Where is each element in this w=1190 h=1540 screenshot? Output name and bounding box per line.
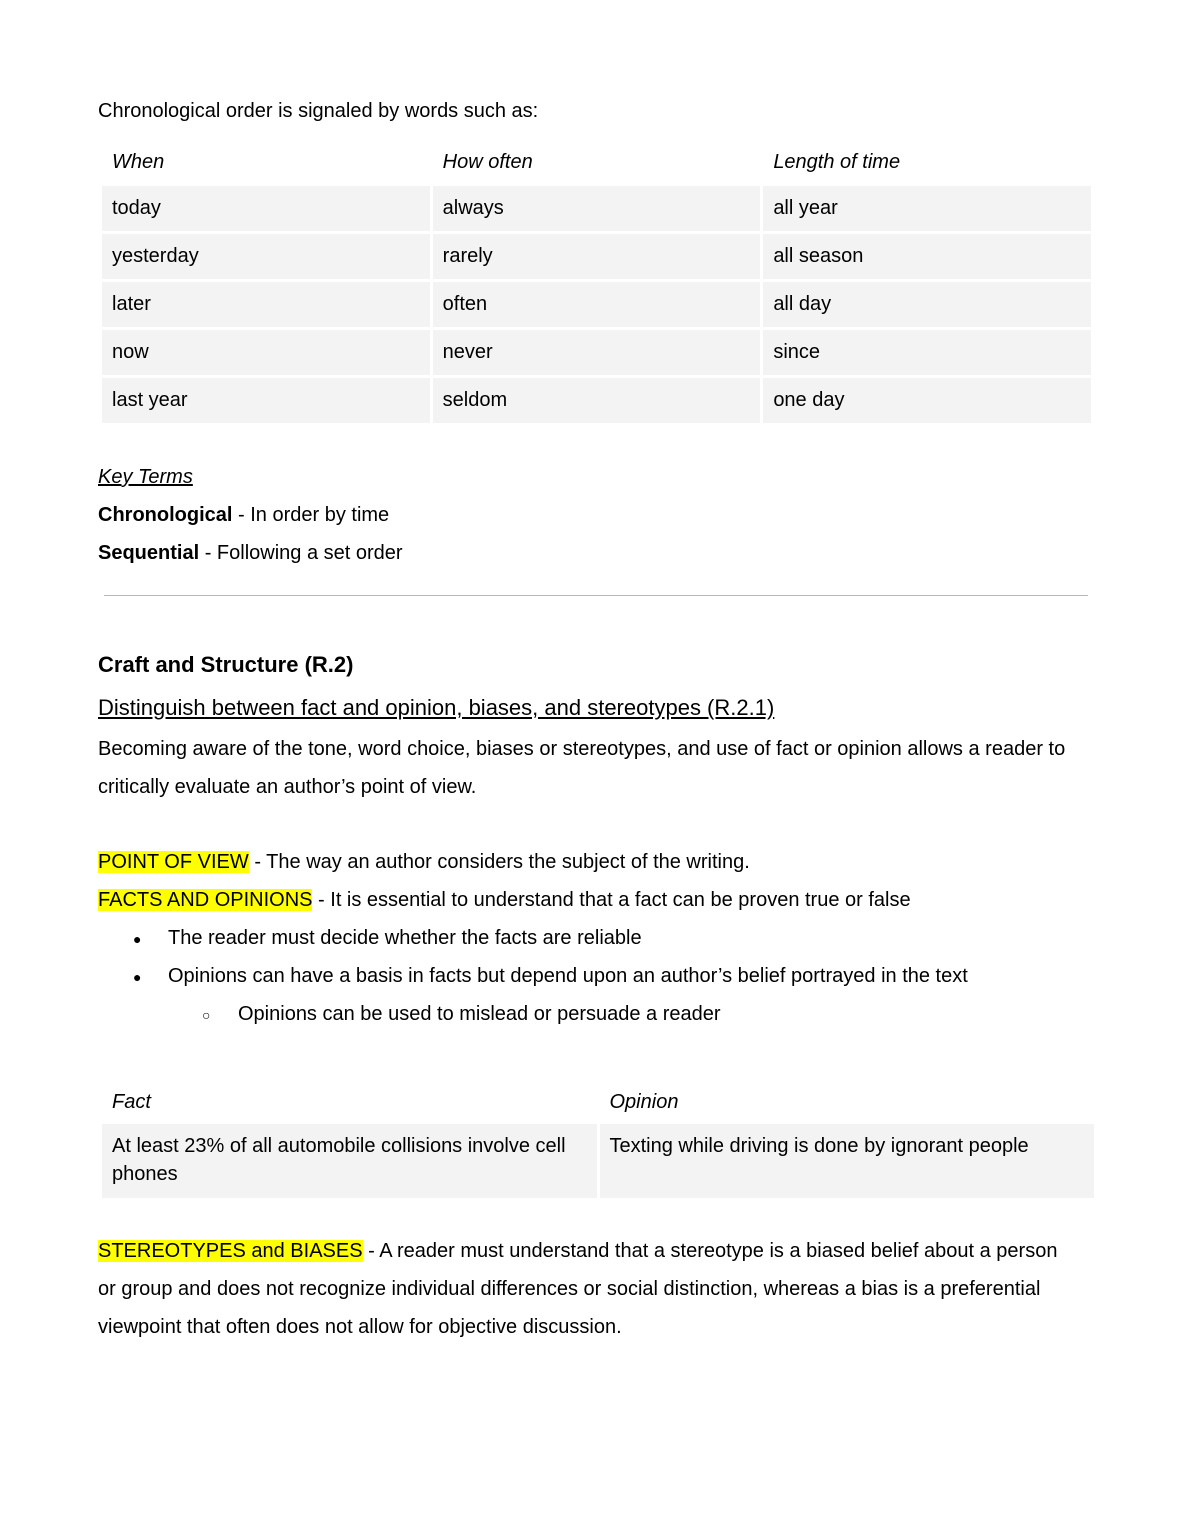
term-label: Sequential — [98, 542, 200, 564]
table-row — [102, 186, 1091, 231]
table-cell: now — [102, 330, 430, 375]
stereotypes-biases-paragraph — [98, 1232, 1078, 1346]
term-definition: - The way an author considers the subject of the writing. — [248, 851, 750, 873]
intro-text: Chronological order is signaled by words such as: — [98, 100, 539, 122]
bullet-icon: ● — [133, 931, 142, 947]
table-cell: Texting while driving is done by ignorant people — [600, 1124, 1095, 1198]
point-of-view-line — [98, 850, 750, 874]
fact-opinion-table — [99, 1080, 1097, 1201]
horizontal-rule — [104, 595, 1088, 596]
section-heading: Craft and Structure (R.2) — [98, 652, 354, 677]
term-definition: - In order by time — [232, 504, 390, 526]
table-cell: all year — [763, 186, 1091, 231]
list-item: Opinions can be used to mislead or persuade a reader — [238, 1003, 721, 1025]
table-header: How often — [433, 141, 761, 183]
section-subheading: Distinguish between fact and opinion, biases, and stereotypes (R.2.1) — [98, 695, 775, 720]
table-row — [102, 378, 1091, 423]
section-intro: Becoming aware of the tone, word choice, biases or stereotypes, and use of fact or opinion allows a reader to critically evaluate an author’s point of view. — [98, 738, 1066, 798]
table-cell: never — [433, 330, 761, 375]
table-cell: one day — [763, 378, 1091, 423]
table-header: Fact — [112, 1091, 151, 1113]
circle-bullet-icon: ○ — [202, 1007, 211, 1023]
table-cell: At least 23% of all automobile collisions involve cell phones — [102, 1124, 597, 1198]
table-cell: rarely — [433, 234, 761, 279]
term-definition: - A reader must understand that a stereotype is a biased belief about a person or group and does not recognize individual differences or social distinction, whereas a bias is a preferential viewpoint that often does not allow for objective discussion. — [98, 1240, 1058, 1338]
table-header: Length of time — [763, 141, 1091, 183]
table-cell: today — [102, 186, 430, 231]
table-header-row — [102, 1083, 1094, 1121]
key-term-chronological — [98, 503, 389, 527]
highlighted-term: POINT OF VIEW — [98, 851, 249, 873]
table-cell: all day — [763, 282, 1091, 327]
table-row — [102, 282, 1091, 327]
table-cell: later — [102, 282, 430, 327]
facts-opinions-line — [98, 888, 911, 912]
table-row — [102, 234, 1091, 279]
highlighted-term: FACTS AND OPINIONS — [98, 889, 313, 911]
table-header-row — [102, 141, 1091, 183]
table-row — [102, 1124, 1094, 1198]
key-terms-title: Key Terms — [98, 466, 193, 488]
table-cell: last year — [102, 378, 430, 423]
key-term-sequential — [98, 541, 403, 565]
table-cell: often — [433, 282, 761, 327]
table-cell: all season — [763, 234, 1091, 279]
term-definition: - It is essential to understand that a fact can be proven true or false — [312, 889, 911, 911]
table-cell: seldom — [433, 378, 761, 423]
table-header: When — [102, 141, 430, 183]
highlighted-term: STEREOTYPES and BIASES — [98, 1240, 363, 1262]
table-cell: yesterday — [102, 234, 430, 279]
term-definition: - Following a set order — [199, 542, 403, 564]
table-row — [102, 330, 1091, 375]
bullet-icon: ● — [133, 969, 142, 985]
term-label: Chronological — [98, 504, 233, 526]
list-item: Opinions can have a basis in facts but depend upon an author’s belief portrayed in the text — [168, 965, 968, 987]
list-item: The reader must decide whether the facts are reliable — [168, 927, 642, 949]
table-header: Opinion — [609, 1091, 679, 1113]
signal-words-table — [99, 138, 1094, 426]
table-cell: since — [763, 330, 1091, 375]
table-cell: always — [433, 186, 761, 231]
